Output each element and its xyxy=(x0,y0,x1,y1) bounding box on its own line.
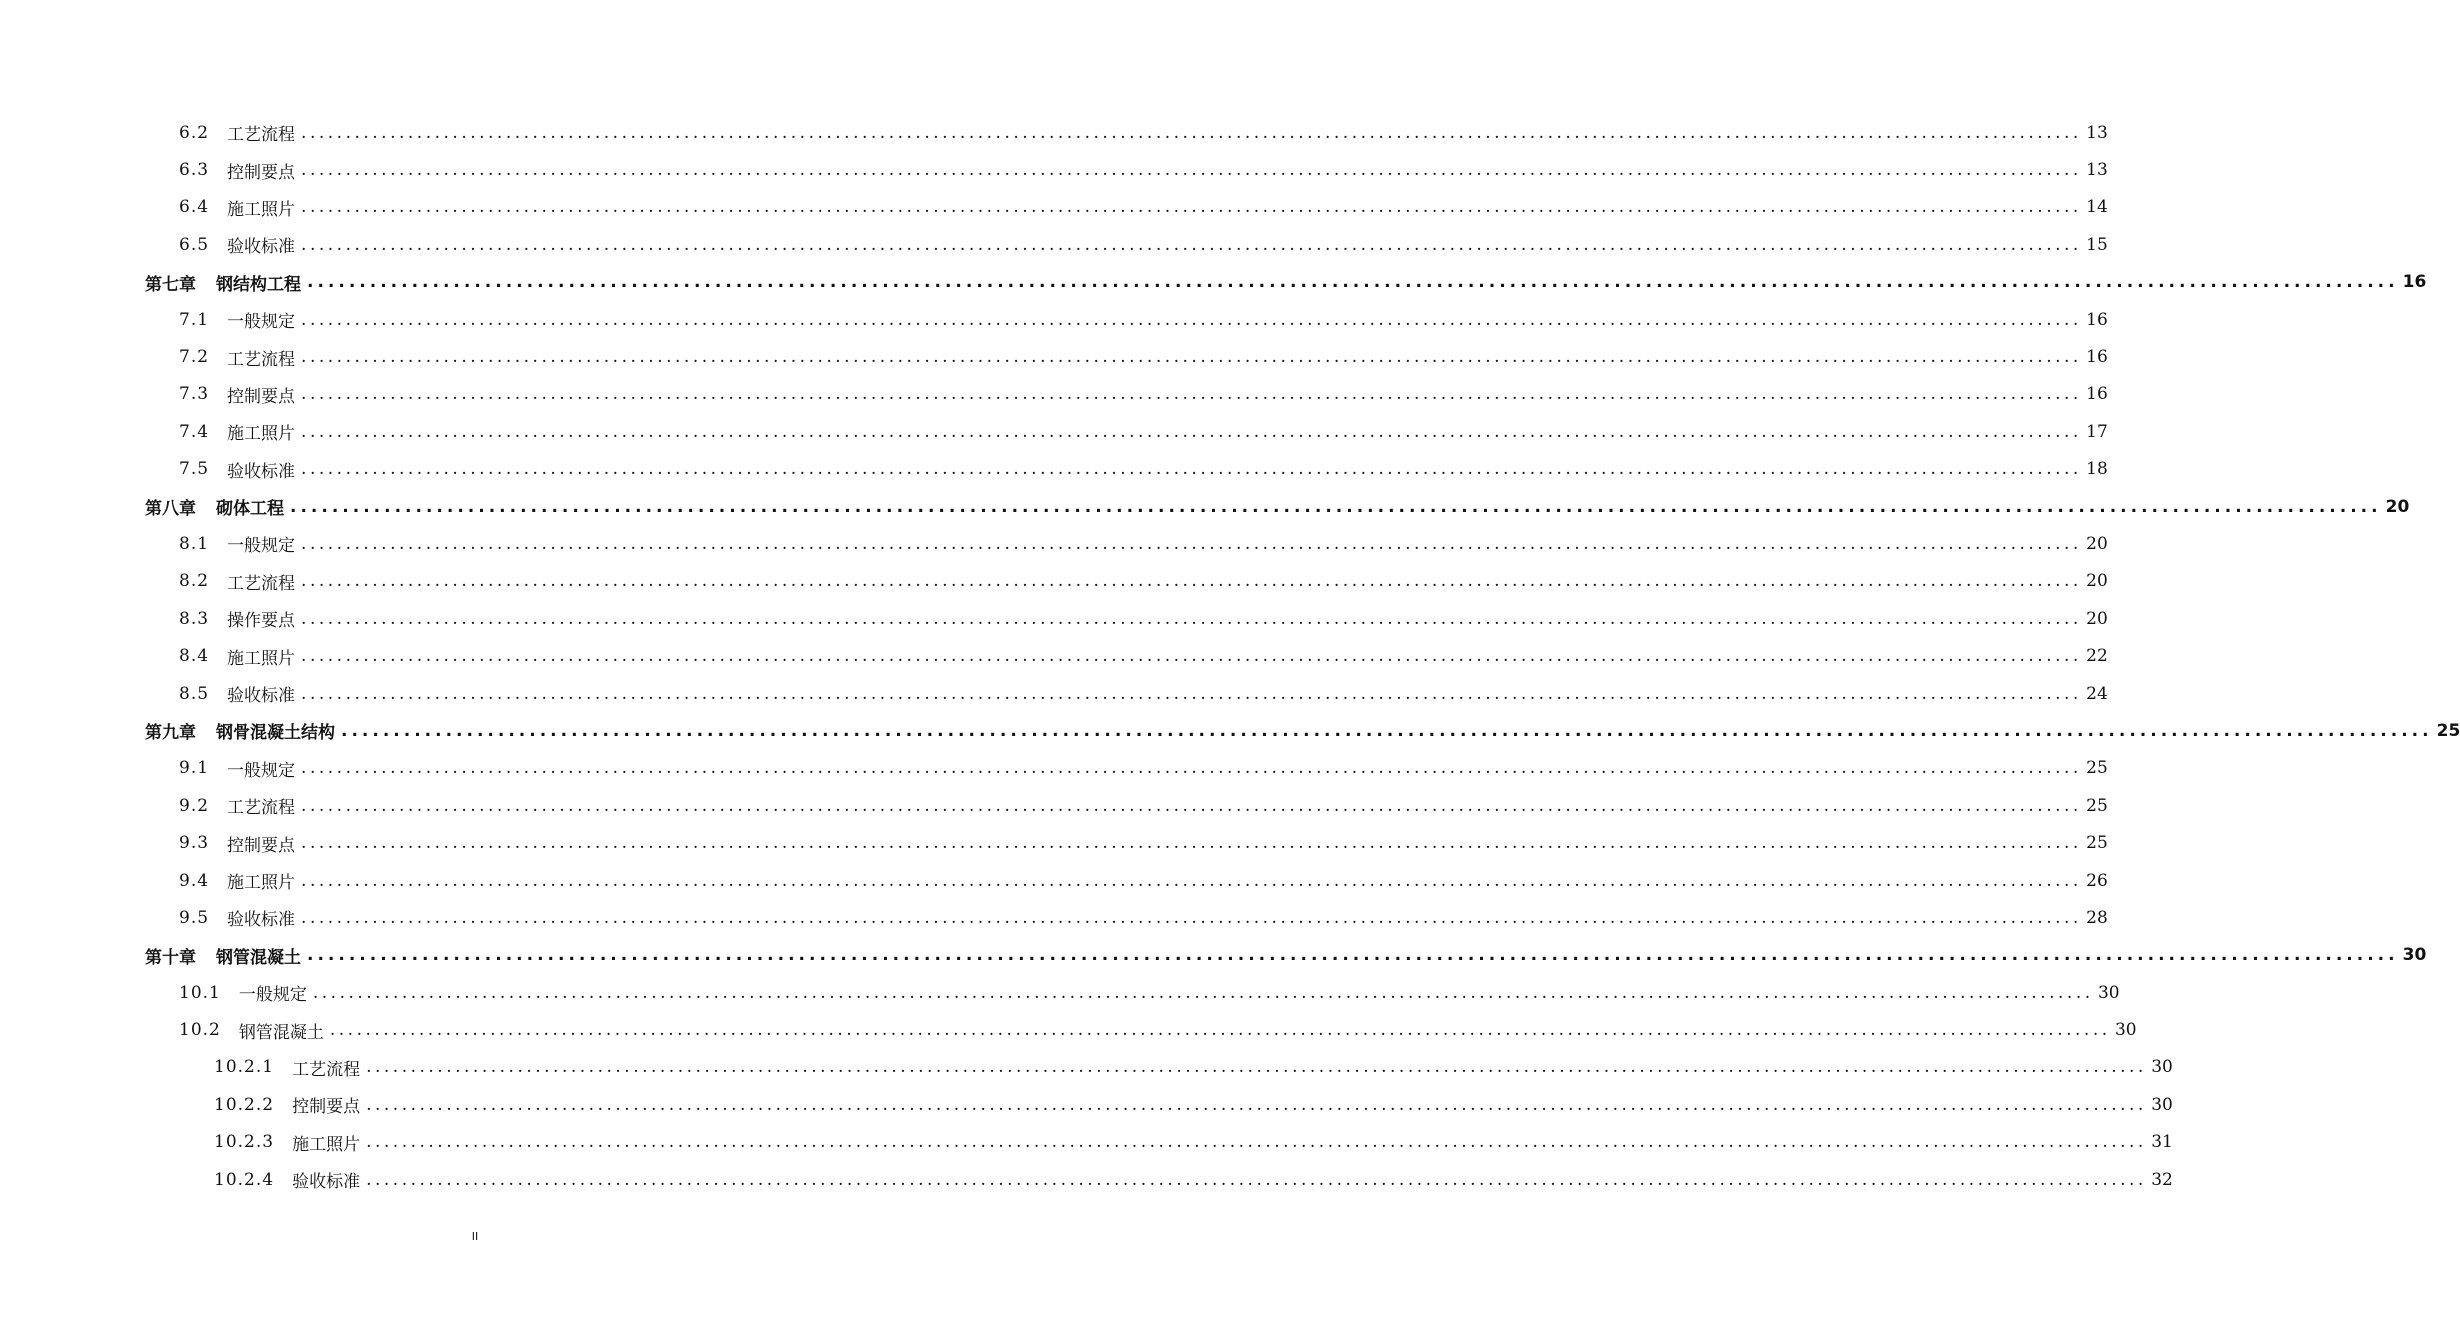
toc-dot-leader: ........................................................................................................................................................................................................ xyxy=(290,496,2382,517)
toc-entry-title: 验收标准 xyxy=(227,461,296,482)
toc-entry-number: 10.2.1 xyxy=(214,1057,275,1078)
toc-dot-leader: ........................................................................................................................................................................................................ xyxy=(301,309,2082,330)
toc-section-entry[interactable] xyxy=(0,750,2108,787)
toc-entry-title: 施工照片 xyxy=(227,199,296,220)
toc-section-entry[interactable] xyxy=(0,600,2108,637)
toc-entry-title: 钢结构工程 xyxy=(216,274,301,295)
toc-entry-page: 16 xyxy=(2086,347,2108,368)
toc-entry-title: 施工照片 xyxy=(292,1134,361,1155)
toc-dot-leader: ........................................................................................................................................................................................................ xyxy=(301,421,2082,442)
toc-entry-title: 控制要点 xyxy=(227,386,296,407)
toc-dot-leader: ........................................................................................................................................................................................................ xyxy=(366,1169,2147,1190)
toc-entry-page: 25 xyxy=(2436,720,2460,741)
toc-entry-number: 9.1 xyxy=(179,758,210,779)
toc-entry-number: 7.3 xyxy=(179,384,210,405)
toc-section-entry[interactable] xyxy=(0,189,2108,226)
toc-entry-title: 钢骨混凝土结构 xyxy=(216,723,335,744)
toc-entry-number: 第七章 xyxy=(145,274,196,295)
toc-entry-page: 25 xyxy=(2086,758,2108,779)
toc-entry-number: 6.5 xyxy=(179,234,210,255)
toc-entry-page: 30 xyxy=(2151,1057,2173,1078)
toc-dot-leader: ........................................................................................................................................................................................................ xyxy=(301,907,2082,928)
toc-entry-title: 控制要点 xyxy=(292,1097,361,1118)
toc-entry-number: 9.3 xyxy=(179,833,210,854)
toc-section-entry[interactable] xyxy=(0,226,2108,263)
toc-section-entry[interactable] xyxy=(0,1011,2137,1048)
toc-entry-page: 30 xyxy=(2114,1020,2137,1041)
toc-entry-number: 10.1 xyxy=(179,982,221,1003)
toc-entry-title: 一般规定 xyxy=(227,536,296,557)
toc-entry-page: 18 xyxy=(2086,459,2108,480)
toc-entry-title: 砌体工程 xyxy=(216,499,284,520)
toc-section-entry[interactable] xyxy=(0,675,2108,712)
toc-dot-leader: ........................................................................................................................................................................................................ xyxy=(301,384,2082,405)
toc-dot-leader: ........................................................................................................................................................................................................ xyxy=(301,571,2082,592)
toc-entry-number: 10.2.3 xyxy=(214,1132,275,1153)
toc-entry-title: 一般规定 xyxy=(227,312,296,333)
toc-dot-leader: ........................................................................................................................................................................................................ xyxy=(301,758,2082,779)
toc-section-entry[interactable] xyxy=(0,862,2108,899)
toc-dot-leader: ........................................................................................................................................................................................................ xyxy=(301,533,2082,554)
toc-entry-title: 施工照片 xyxy=(227,648,296,669)
toc-entry-page: 25 xyxy=(2086,833,2108,854)
toc-section-entry[interactable] xyxy=(0,563,2108,600)
toc-section-entry[interactable] xyxy=(0,376,2108,413)
toc-entry-page: 16 xyxy=(2402,272,2427,293)
toc-section-entry[interactable] xyxy=(0,637,2108,674)
toc-dot-leader: ........................................................................................................................................................................................................ xyxy=(301,122,2082,143)
toc-section-entry[interactable] xyxy=(0,114,2108,151)
toc-entry-title: 钢管混凝土 xyxy=(216,947,301,968)
toc-section-entry[interactable] xyxy=(0,787,2108,824)
toc-entry-number: 7.1 xyxy=(179,309,210,330)
toc-entry-page: 31 xyxy=(2151,1132,2173,1153)
toc-dot-leader: ........................................................................................................................................................................................................ xyxy=(301,160,2082,181)
toc-entry-page: 22 xyxy=(2086,646,2108,667)
toc-dot-leader: ........................................................................................................................................................................................................ xyxy=(301,646,2082,667)
toc-entry-page: 30 xyxy=(2097,982,2120,1003)
toc-dot-leader: ........................................................................................................................................................................................................ xyxy=(301,608,2082,629)
toc-section-entry[interactable] xyxy=(0,1049,2173,1086)
toc-dot-leader: ........................................................................................................................................................................................................ xyxy=(341,720,2433,741)
toc-entry-number: 6.4 xyxy=(179,197,210,218)
toc-entry-number: 10.2.2 xyxy=(214,1094,275,1115)
toc-section-entry[interactable] xyxy=(0,1124,2173,1161)
toc-section-entry[interactable] xyxy=(0,301,2108,338)
toc-entry-page: 20 xyxy=(2385,496,2410,517)
toc-section-entry[interactable] xyxy=(0,1086,2173,1123)
toc-section-entry[interactable] xyxy=(0,899,2108,936)
toc-dot-leader: ........................................................................................................................................................................................................ xyxy=(301,459,2082,480)
page-number-footer: II xyxy=(471,1230,479,1243)
toc-entry-page: 13 xyxy=(2086,122,2108,143)
toc-entry-title: 控制要点 xyxy=(227,835,296,856)
toc-dot-leader: ........................................................................................................................................................................................................ xyxy=(301,870,2082,891)
toc-dot-leader: ........................................................................................................................................................................................................ xyxy=(366,1057,2147,1078)
toc-entry-number: 8.2 xyxy=(179,571,210,592)
toc-entry-title: 施工照片 xyxy=(227,424,296,445)
toc-entry-title: 一般规定 xyxy=(238,985,307,1006)
toc-entry-number: 8.1 xyxy=(179,533,210,554)
toc-dot-leader: ........................................................................................................................................................................................................ xyxy=(301,197,2082,218)
toc-section-entry[interactable] xyxy=(0,413,2108,450)
toc-entry-page: 15 xyxy=(2086,234,2108,255)
toc-entry-title: 控制要点 xyxy=(227,162,296,183)
toc-entry-number: 7.5 xyxy=(179,459,210,480)
toc-dot-leader: ........................................................................................................................................................................................................ xyxy=(301,795,2082,816)
toc-entry-title: 工艺流程 xyxy=(227,349,296,370)
toc-entry-number: 6.2 xyxy=(179,122,210,143)
toc-entry-page: 17 xyxy=(2086,421,2108,442)
toc-section-entry[interactable] xyxy=(0,824,2108,861)
toc-chapter-entry[interactable] xyxy=(0,937,2427,974)
toc-entry-title: 施工照片 xyxy=(227,873,296,893)
toc-dot-leader: ........................................................................................................................................................................................................ xyxy=(329,1020,2111,1041)
toc-entry-number: 9.4 xyxy=(179,870,210,891)
toc-section-entry[interactable] xyxy=(0,451,2108,488)
toc-dot-leader: ........................................................................................................................................................................................................ xyxy=(366,1094,2147,1115)
toc-entry-number: 7.4 xyxy=(179,421,210,442)
toc-section-entry[interactable] xyxy=(0,151,2108,188)
toc-entry-title: 验收标准 xyxy=(292,1172,361,1193)
toc-dot-leader: ........................................................................................................................................................................................................ xyxy=(307,945,2399,966)
toc-dot-leader: ........................................................................................................................................................................................................ xyxy=(312,982,2094,1003)
toc-entry-page: 30 xyxy=(2151,1094,2173,1115)
toc-entry-title: 工艺流程 xyxy=(227,573,296,594)
toc-dot-leader: ........................................................................................................................................................................................................ xyxy=(366,1132,2147,1153)
toc-entry-page: 20 xyxy=(2086,533,2108,554)
toc-entry-number: 第九章 xyxy=(145,723,196,744)
toc-entry-number: 8.4 xyxy=(179,646,210,667)
toc-entry-title: 工艺流程 xyxy=(292,1059,361,1080)
toc-entry-number: 8.3 xyxy=(179,608,210,629)
toc-entry-page: 16 xyxy=(2086,384,2108,405)
table-of-contents xyxy=(0,114,2460,1198)
toc-entry-page: 20 xyxy=(2086,571,2108,592)
toc-entry-number: 8.5 xyxy=(179,683,210,704)
toc-dot-leader: ........................................................................................................................................................................................................ xyxy=(301,833,2082,854)
toc-entry-number: 7.2 xyxy=(179,347,210,368)
toc-entry-number: 9.5 xyxy=(179,907,210,928)
toc-section-entry[interactable] xyxy=(0,338,2108,375)
toc-entry-number: 第八章 xyxy=(145,499,196,520)
toc-dot-leader: ........................................................................................................................................................................................................ xyxy=(301,347,2082,368)
toc-chapter-entry[interactable] xyxy=(0,264,2427,301)
toc-entry-page: 30 xyxy=(2402,945,2427,966)
toc-entry-page: 25 xyxy=(2086,795,2108,816)
toc-entry-page: 24 xyxy=(2086,683,2108,704)
toc-entry-page: 14 xyxy=(2086,197,2108,218)
toc-entry-title: 验收标准 xyxy=(227,910,296,931)
toc-entry-title: 一般规定 xyxy=(227,760,296,781)
toc-chapter-entry[interactable] xyxy=(0,712,2460,749)
toc-entry-number: 10.2.4 xyxy=(214,1169,275,1190)
toc-entry-number: 10.2 xyxy=(179,1020,221,1041)
toc-chapter-entry[interactable] xyxy=(0,488,2410,525)
toc-entry-number: 第十章 xyxy=(145,947,196,968)
toc-entry-title: 验收标准 xyxy=(227,686,296,707)
toc-entry-title: 验收标准 xyxy=(227,237,296,258)
toc-entry-title: 工艺流程 xyxy=(227,125,296,146)
toc-entry-title: 工艺流程 xyxy=(227,798,296,819)
toc-section-entry[interactable] xyxy=(0,1161,2173,1198)
toc-dot-leader: ........................................................................................................................................................................................................ xyxy=(301,683,2082,704)
toc-entry-page: 28 xyxy=(2086,907,2108,928)
toc-entry-title: 钢管混凝土 xyxy=(238,1022,324,1043)
toc-dot-leader: ........................................................................................................................................................................................................ xyxy=(301,234,2082,255)
toc-entry-number: 6.3 xyxy=(179,160,210,181)
toc-entry-page: 32 xyxy=(2151,1169,2173,1190)
toc-section-entry[interactable] xyxy=(0,974,2120,1011)
toc-dot-leader: ........................................................................................................................................................................................................ xyxy=(307,272,2399,293)
toc-section-entry[interactable] xyxy=(0,525,2108,562)
toc-entry-page: 13 xyxy=(2086,160,2108,181)
toc-entry-page: 20 xyxy=(2086,608,2108,629)
toc-entry-page: 26 xyxy=(2086,870,2108,891)
toc-entry-title: 操作要点 xyxy=(227,611,296,632)
toc-entry-number: 9.2 xyxy=(179,795,210,816)
toc-entry-page: 16 xyxy=(2086,309,2108,330)
